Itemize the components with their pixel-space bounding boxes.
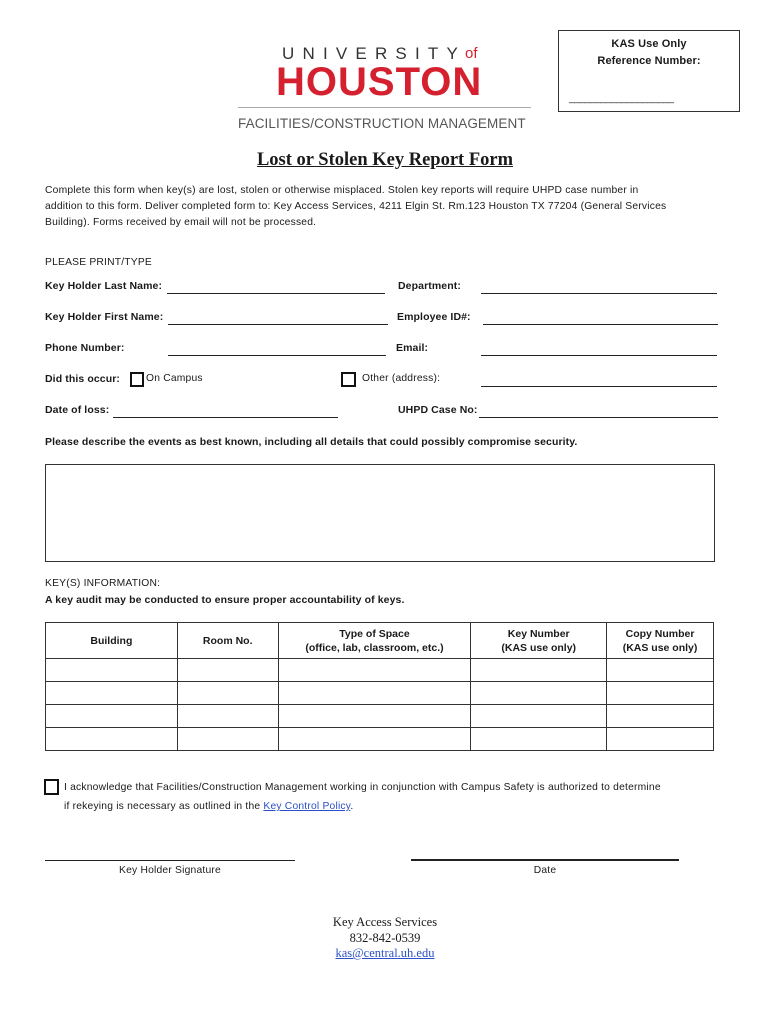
acknowledge-line2-prefix: if rekeying is necessary as outlined in the [64, 801, 264, 812]
last-name-field[interactable] [167, 293, 385, 294]
date-label: Date [533, 865, 557, 876]
date-of-loss-label: Date of loss: [45, 404, 110, 416]
table-cell[interactable] [278, 659, 471, 682]
describe-events-textarea[interactable] [45, 464, 715, 562]
other-address-label: Other (address): [362, 373, 441, 384]
table-cell[interactable] [471, 705, 607, 728]
table-cell[interactable] [177, 705, 278, 728]
col-type-of-space: Type of Space (office, lab, classroom, etc.) [278, 623, 471, 659]
table-row [46, 682, 714, 705]
table-row [46, 705, 714, 728]
employee-id-label: Employee ID#: [397, 311, 471, 323]
acknowledge-checkbox[interactable] [44, 779, 59, 795]
university-logo [238, 40, 533, 135]
kas-use-only-box [558, 30, 740, 112]
acknowledge-text-line-2 [64, 801, 353, 812]
table-cell[interactable] [607, 728, 714, 751]
acknowledge-text-line-1: I acknowledge that Facilities/Construction Management working in conjunction with Campus Safety is authorized to determine [64, 782, 661, 793]
did-occur-label: Did this occur: [45, 373, 121, 385]
table-cell[interactable] [177, 659, 278, 682]
uhpd-case-field[interactable] [479, 417, 718, 418]
email-field[interactable] [481, 355, 717, 356]
table-cell[interactable] [607, 705, 714, 728]
department-field[interactable] [481, 293, 717, 294]
contact-email-wrap [0, 946, 770, 961]
table-cell[interactable] [46, 728, 178, 751]
print-type-note: PLEASE PRINT/TYPE [45, 257, 152, 268]
table-cell[interactable] [278, 728, 471, 751]
first-name-label: Key Holder First Name: [45, 311, 164, 323]
other-address-checkbox[interactable] [341, 372, 356, 387]
acknowledge-line2-suffix: . [350, 801, 354, 812]
table-cell[interactable] [278, 705, 471, 728]
col-building: Building [46, 623, 178, 659]
col-key-number: Key Number (KAS use only) [471, 623, 607, 659]
table-cell[interactable] [177, 728, 278, 751]
table-cell[interactable] [471, 659, 607, 682]
table-cell[interactable] [46, 659, 178, 682]
contact-phone: 832-842-0539 [349, 931, 421, 945]
logo-of-text: of [465, 45, 478, 62]
key-holder-signature-label: Key Holder Signature [119, 865, 221, 876]
logo-divider [238, 107, 531, 108]
intro-text-line-2: addition to this form. Deliver completed form to: Key Access Services, 4211 Elgin St. Rm.123 Houston TX 77204 (General Services [45, 201, 667, 212]
on-campus-label: On Campus [146, 373, 203, 384]
table-cell[interactable] [471, 682, 607, 705]
logo-university-text: UNIVERSITY [282, 44, 467, 63]
table-cell[interactable] [607, 682, 714, 705]
keys-table-header [46, 623, 714, 659]
keys-table [45, 622, 714, 751]
form-title: Lost or Stolen Key Report Form [256, 150, 514, 170]
date-line[interactable] [411, 859, 679, 861]
other-address-field[interactable] [481, 386, 717, 387]
first-name-field[interactable] [168, 324, 388, 325]
table-cell[interactable] [46, 705, 178, 728]
kas-reference-label: Reference Number: [597, 55, 701, 67]
signature-line[interactable] [45, 860, 295, 861]
col-copy-number: Copy Number (KAS use only) [607, 623, 714, 659]
table-cell[interactable] [471, 728, 607, 751]
phone-label: Phone Number: [45, 342, 125, 354]
keys-info-heading: KEY(S) INFORMATION: [45, 578, 161, 589]
intro-text-line-3: Building). Forms received by email will not be processed. [45, 217, 317, 228]
logo-department-text: FACILITIES/CONSTRUCTION MANAGEMENT [238, 116, 526, 131]
kas-box-title: KAS Use Only [611, 38, 687, 50]
on-campus-checkbox[interactable] [130, 372, 144, 387]
key-audit-note: A key audit may be conducted to ensure proper accountability of keys. [45, 594, 405, 606]
date-of-loss-field[interactable] [113, 417, 338, 418]
key-control-policy-link[interactable]: Key Control Policy [263, 801, 351, 812]
email-label: Email: [396, 342, 429, 354]
logo-houston-text: HOUSTON [276, 60, 483, 104]
employee-id-field[interactable] [483, 324, 718, 325]
contact-name: Key Access Services [332, 915, 438, 929]
kas-reference-blank: ____________________ [569, 93, 674, 104]
intro-text-line-1: Complete this form when key(s) are lost, stolen or otherwise misplaced. Stolen key reports will require UHPD case number in [45, 185, 639, 196]
col-room-no: Room No. [177, 623, 278, 659]
describe-prompt: Please describe the events as best known, including all details that could possibly compromise security. [45, 436, 578, 448]
table-row [46, 728, 714, 751]
table-cell[interactable] [278, 682, 471, 705]
contact-email-link[interactable]: kas@central.uh.edu [335, 946, 435, 960]
phone-field[interactable] [168, 355, 386, 356]
table-cell[interactable] [177, 682, 278, 705]
table-cell[interactable] [607, 659, 714, 682]
department-label: Department: [398, 280, 461, 292]
last-name-label: Key Holder Last Name: [45, 280, 163, 292]
table-row [46, 659, 714, 682]
uhpd-case-label: UHPD Case No: [398, 404, 478, 416]
table-cell[interactable] [46, 682, 178, 705]
